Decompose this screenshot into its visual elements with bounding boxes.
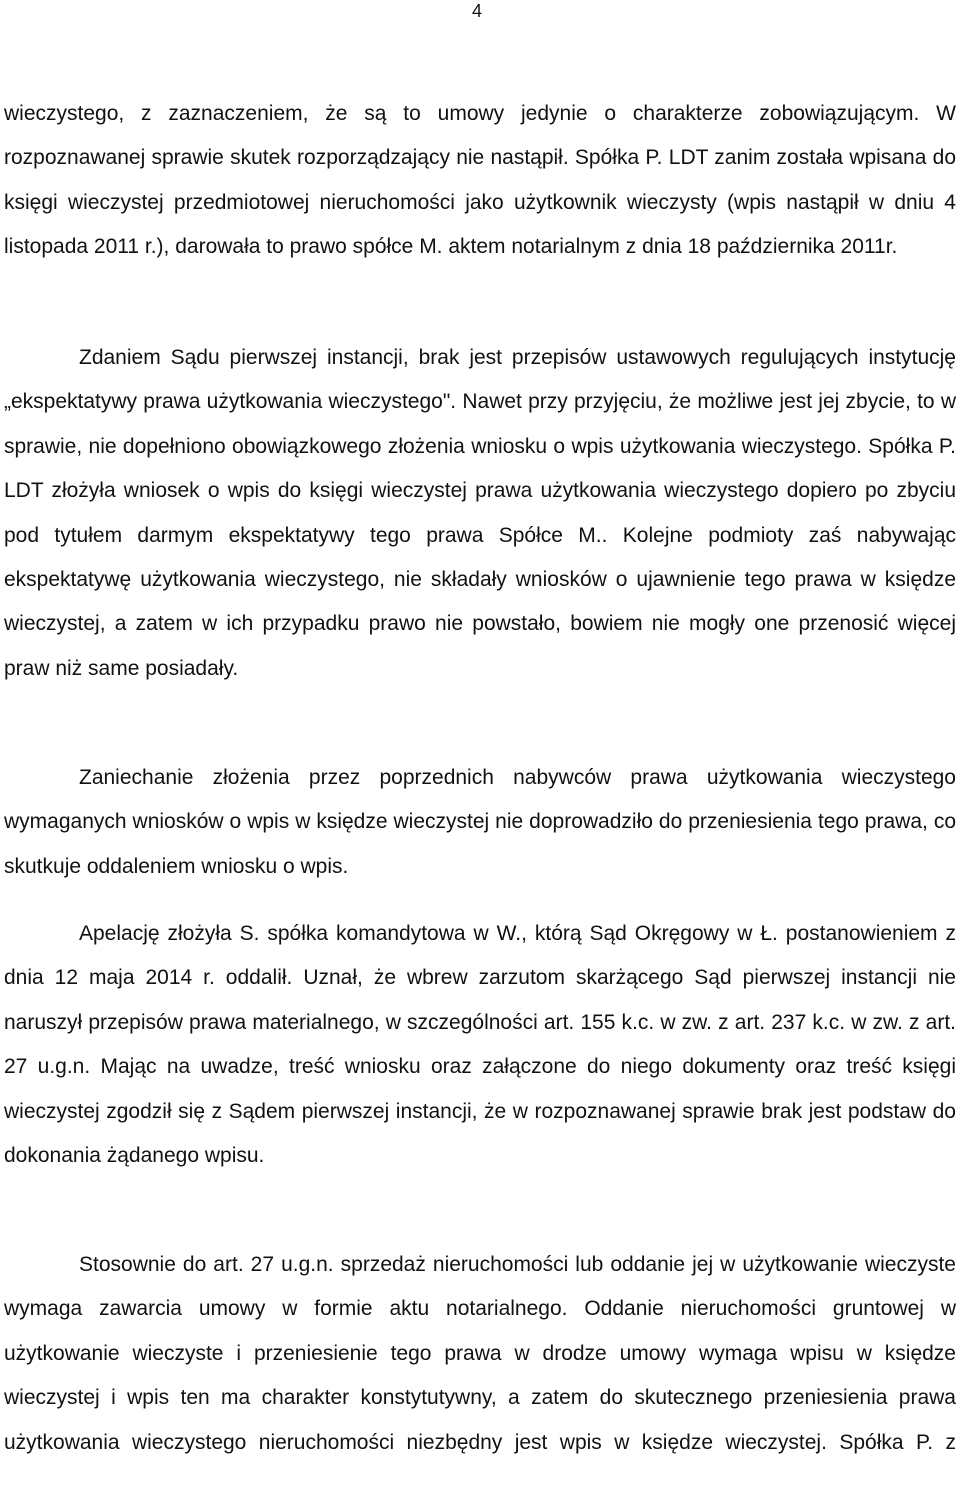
paragraph-2: Zdaniem Sądu pierwszej instancji, brak jest przepisów ustawowych regulujących instytucję „ekspektatywy prawa użytkowania wieczystego". Nawet przy przyjęciu, że możliwe jest jej zbycie, to w sprawie, nie dopełniono obowiązkowego złożenia wniosku o wpis użytkowania wieczystego. Spółka P. LDT złożyła wniosek o wpis do księgi wieczystej prawa użytkowania wieczystego dopiero po zbyciu pod tytułem darmym ekspektatywy tego prawa Spółce M.. Kolejne podmioty zaś nabywając ekspektatywę użytkowania wieczystego, nie składały wniosków o ujawnienie tego prawa w księdze wieczystej, a zatem w ich przypadku prawo nie powstało, bowiem nie mogły one przenosić więcej praw niż same posiadały.	[4, 346, 956, 680]
paragraph-4: Apelację złożyła S. spółka komandytowa w W., którą Sąd Okręgowy w Ł. postanowieniem z dnia 12 maja 2014 r. oddalił. Uznał, że wbrew zarzutom skarżącego Sąd pierwszej instancji nie naruszył przepisów prawa materialnego, w szczególności art. 155 k.c. w zw. z art. 237 k.c. w zw. z art. 27 u.g.n. Mając na uwadze, treść wniosku oraz załączone do niego dokumenty oraz treść księgi wieczystej zgodził się z Sądem pierwszej instancji, że w rozpoznawanej sprawie brak jest podstaw do dokonania żądanego wpisu.	[4, 922, 956, 1168]
paragraph-5: Stosownie do art. 27 u.g.n. sprzedaż nieruchomości lub oddanie jej w użytkowanie wieczyste wymaga zawarcia umowy w formie aktu notarialnego. Oddanie nieruchomości gruntowej w użytkowanie wieczyste i przeniesienie tego prawa w drodze umowy wymaga wpisu w księdze wieczystej i wpis ten ma charakter konstytutywny, a zatem do skutecznego przeniesienia prawa użytkowania wieczystego nieruchomości niezbędny jest wpis w księdze wieczystej. Spółka P. z	[4, 1253, 956, 1454]
paragraph-3: Zaniechanie złożenia przez poprzednich nabywców prawa użytkowania wieczystego wymaganych wniosków o wpis w księdze wieczystej nie doprowadziło do przeniesienia tego prawa, co skutkuje oddaleniem wniosku o wpis.	[4, 766, 956, 878]
page-number: 4	[472, 1, 483, 21]
paragraph-1: wieczystego, z zaznaczeniem, że są to umowy jedynie o charakterze zobowiązującym. W rozpoznawanej sprawie skutek rozporządzający nie nastąpił. Spółka P. LDT zanim została wpisana do księgi wieczystej przedmiotowej nieruchomości jako użytkownik wieczysty (wpis nastąpił w dniu 4 listopada 2011 r.), darowała to prawo spółce M. aktem notarialnym z dnia 18 października 2011r.	[4, 102, 956, 259]
